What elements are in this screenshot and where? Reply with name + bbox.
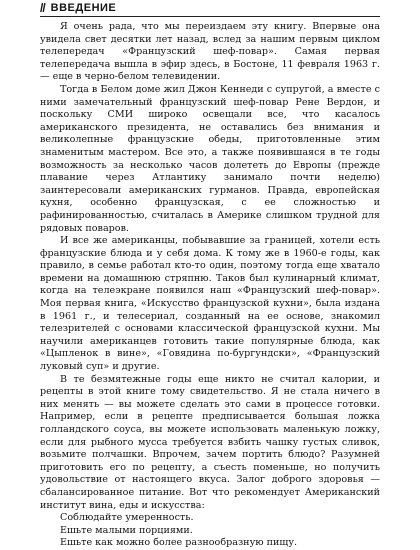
body-text	[40, 21, 380, 550]
paragraph-1: Я очень рада, что мы переиздаем эту книгу. Впервые она увидела свет десятки лет назад, вслед за нашим первым циклом телепередач «Французский шеф-повар». Самая первая телепередача вышла в эфир здесь, в Бостоне, 11 февраля 1963 г. — еще в черно-белом телевидении.	[40, 21, 380, 83]
list-item: Ешьте как можно более разнообразную пищу.	[60, 537, 298, 549]
paragraph-4: В те безмятежные годы еще никто не считал калории, и рецепты в этой книге тому свидетельство. Я не стала ничего в них менять — вы можете сделать это сами в процессе готовки. Например, если в рецепте предписывается большая ложка голландского соуса, вы можете использовать маленькую ложку, если для рыбного мусса требуется взбить чашку густых сливок, возьмите полчашки. Впрочем, зачем портить блюдо? Разумней приготовить его по рецепту, а съесть поменьше, но получить удовольствие от настоящего вкуса. Залог доброго здоровья — сбалансированное питание. Вот что рекомендует Американский институт вина, еды и искусства:	[40, 373, 380, 511]
header-rule	[40, 16, 380, 17]
chapter-header	[40, 0, 116, 16]
list-item: Соблюдайте умеренность.	[60, 512, 194, 524]
paragraph-2: Тогда в Белом доме жил Джон Кеннеди с супругой, а вместе с ними замечательный французский шеф-повар Рене Вердон, и поскольку СМИ широко освещали все, что касалось американского президента, не оставались без внимания и великолепные французские обеды, приготовленные этим знаменитым мастером. Все это, а также появившаяся в те годы возможность за несколько часов долететь до Европы (прежде плавание через Атлантику занимало почти неделю) заинтересовали американских гурманов. Правда, европейская кухня, особенно французская, с ее сложностью и рафинированностью, считалась в Америке слишком трудной для рядовых поваров.	[40, 83, 380, 234]
chapter-title: ВВЕДЕНИЕ	[50, 2, 117, 14]
paragraph-3: И все же американцы, побывавшие за границей, хотели есть французские блюда и у себя дома. К тому же в 1960-е годы, как правило, в семье работал кто-то один, поэтому тогда еще хватало времени на домашнюю стряпню. Таков был кулинарный климат, когда на телеэкране появился наш «Французский шеф-повар». Моя первая книга, «Искусство французской кухни», была издана в 1961 г., и телесериал, созданный на ее основе, знакомил телезрителей с основами классической французской кухни. Мы научили американцев готовить такие популярные блюда, как «Цыпленок в вине», «Говядина по-бургундски», «Французский луковый суп» и другие.	[40, 235, 380, 373]
list-item: Ешьте малыми порциями.	[60, 524, 193, 536]
section-marker: //	[40, 1, 45, 15]
